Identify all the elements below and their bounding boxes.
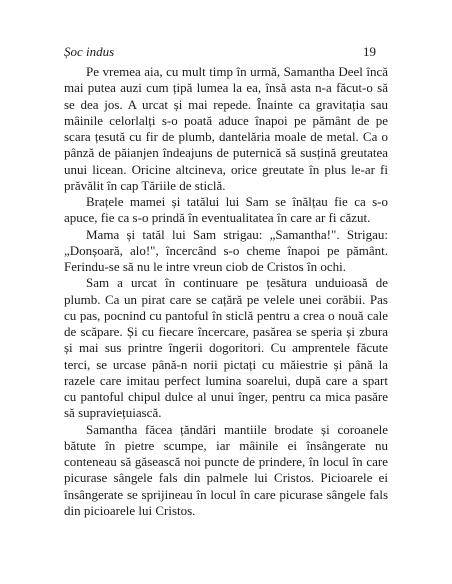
paragraph: Sam a urcat în continuare pe țesătura unduioasă de plumb. Ca un pirat care se cațără pe velele unei corăbii. Pas cu pas, pocnind cu pantoful în sticlă pentru a crea o nouă cale de scăpare. Și cu fiecare încercare, pasărea se speria și zbura și mai sus printre îngerii dogoritori. Cu amprentele făcute terci, se urcase până-n norii pictați cu măiestrie și până la razele care imitau perfect lumina soarelui, după care a spart cu pantoful chipul dulce al unui înger, pentru ca mica pasăre să supraviețuiască. <box>64 275 388 421</box>
page-number: 19 <box>363 44 376 59</box>
paragraph: Pe vremea aia, cu mult timp în urmă, Samantha Deel încă mai putea auzi cum țipă lumea la ea, însă asta n-a făcut-o să se dea jos. A urcat și mai repede. Înainte ca gravitația sau mâinile celorlalți s-o poată aduce înapoi pe pământ de pe scara țesută cu fir de plumb, dantelăria moale de metal. Ca o pânză de păianjen îndeajuns de puternică să susțină greutatea unui licean. Oricine altcineva, orice greutate în plus le-ar fi prăvălit în cap Tăriile de sticlă. <box>64 64 388 193</box>
running-head <box>64 44 376 60</box>
running-title: Șoc indus <box>64 44 115 59</box>
paragraph: Samantha făcea țăndări mantiile brodate și coroanele bătute în pietre scumpe, iar mâinile ei însângerate nu conteneau să găsească noi puncte de prindere, în locul în care picurase sângele fals din palmele lui Cristos. Picioarele ei însângerate se sprijineau în locul în care picurase sângele fals din picioarele lui Cristos. <box>64 421 388 518</box>
body-text <box>64 64 388 519</box>
paragraph: Brațele mamei și tatălui lui Sam se înălțau fie ca s-o apuce, fie ca s-o prindă în eventualitatea în care ar fi căzut. <box>64 194 388 226</box>
paragraph: Mama și tatăl lui Sam strigau: „Samantha!". Strigau: „Donșoară, alo!", încercând s-o cheme înapoi pe pământ. Ferindu-se să nu le intre vreun ciob de Cristos în ochi. <box>64 226 388 274</box>
